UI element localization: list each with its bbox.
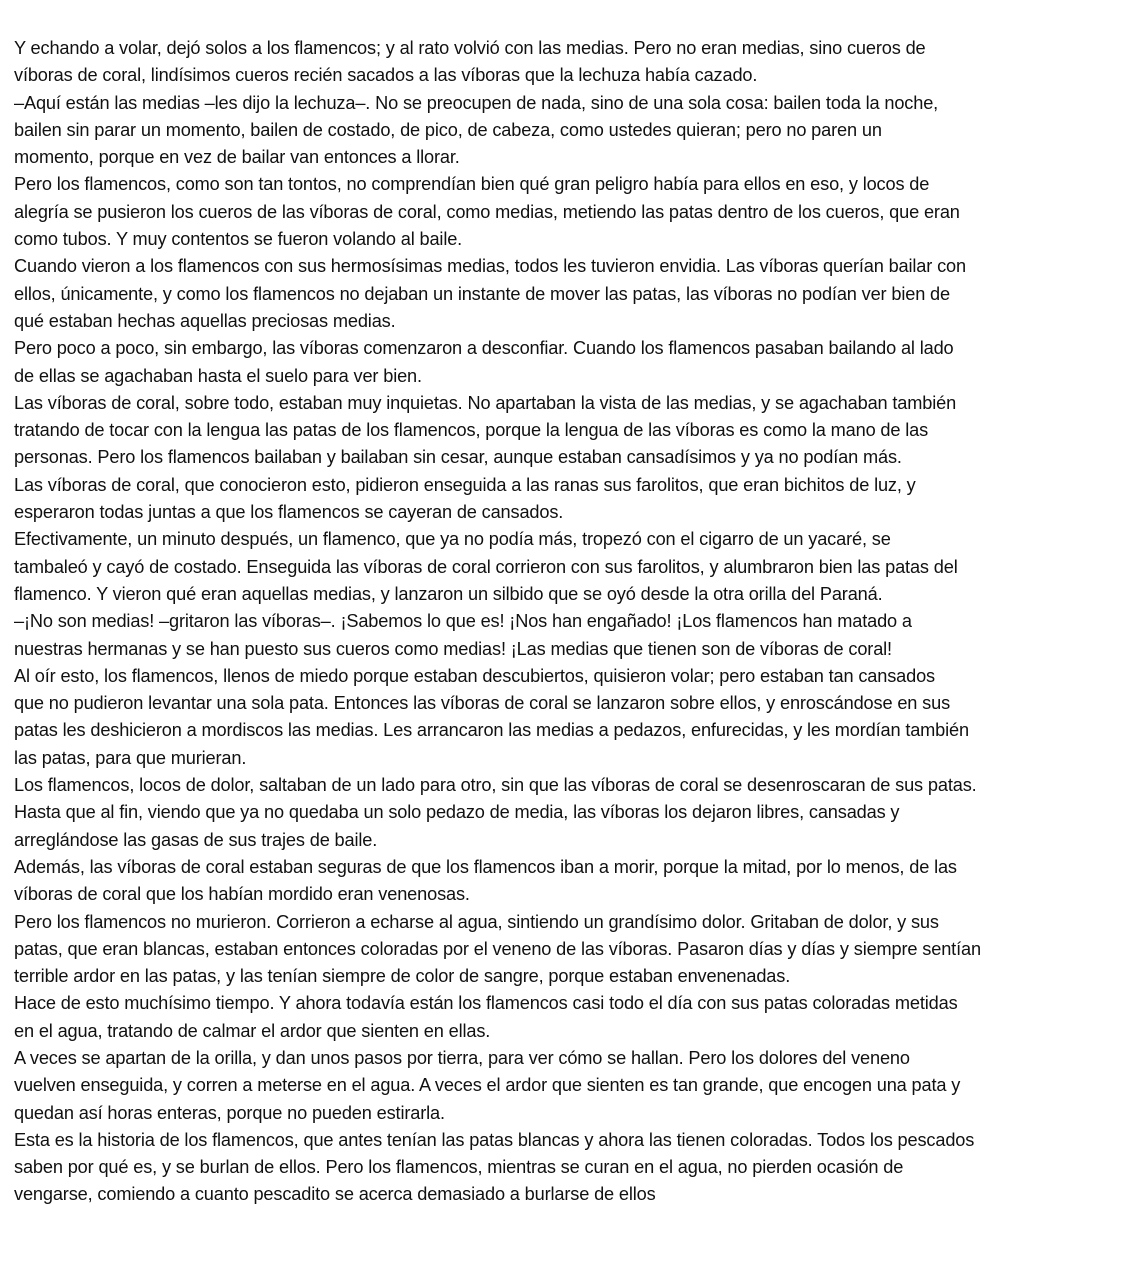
paragraph-8: Efectivamente, un minuto después, un flamenco, que ya no podía más, tropezó con el cigarro de un yacaré, se tambaleó y cayó de costado. Enseguida las víboras de coral corrieron con sus farolitos, y alumbraron bien las patas del flamenco. Y vieron qué eran aquellas medias, y lanzaron un silbido que se oyó desde la otra orilla del Paraná.	[14, 529, 958, 604]
paragraph-15: A veces se apartan de la orilla, y dan unos pasos por tierra, para ver cómo se hallan. Pero los dolores del veneno vuelven enseguida, y corren a meterse en el agua. A veces el ardor que sienten es tan grande, que encogen una pata y quedan así horas enteras, porque no pueden estirarla.	[14, 1047, 961, 1123]
paragraph-5: Pero poco a poco, sin embargo, las víboras comenzaron a desconfiar. Cuando los flamencos pasaban bailando al lado de ellas se agachaban hasta el suelo para ver bien.	[14, 338, 954, 386]
paragraph-4: Cuando vieron a los flamencos con sus hermosísimas medias, todos les tuvieron envidia. Las víboras querían bailar con ellos, únicamente, y como los flamencos no dejaban un instante de mover las patas, las víboras no podían ver bien de qué estaban hechas aquellas preciosas medias.	[14, 256, 966, 331]
paragraph-2: –Aquí están las medias –les dijo la lechuza–. No se preocupen de nada, sino de una sola cosa: bailen toda la noche, bailen sin parar un momento, bailen de costado, de pico, de cabeza, como ustedes quieran; pero no paren un momento, porque en vez de bailar van entonces a llorar.	[14, 92, 939, 168]
paragraph-9: –¡No son medias! –gritaron las víboras–. ¡Sabemos lo que es! ¡Nos han engañado! ¡Los flamencos han matado a nuestras hermanas y se han puesto sus cueros como medias! ¡Las medias que tienen son de víboras de coral!	[14, 611, 912, 659]
paragraph-7: Las víboras de coral, que conocieron esto, pidieron enseguida a las ranas sus farolitos, que eran bichitos de luz, y esperaron todas juntas a que los flamencos se cayeran de cansados.	[14, 474, 916, 523]
document-body	[14, 35, 1126, 1209]
paragraph-10: Al oír esto, los flamencos, llenos de miedo porque estaban descubiertos, quisieron volar; pero estaban tan cansados que no pudieron levantar una sola pata. Entonces las víboras de coral se lanzaron sobre ellos, y enroscándose en sus patas les deshicieron a mordiscos las medias. Les arrancaron las medias a pedazos, enfurecidas, y les mordían también las patas, para que murieran.	[14, 665, 969, 768]
paragraph-12: Además, las víboras de coral estaban seguras de que los flamencos iban a morir, porque la mitad, por lo menos, de las víboras de coral que los habían mordido eran venenosas.	[14, 856, 957, 905]
paragraph-3: Pero los flamencos, como son tan tontos, no comprendían bien qué gran peligro había para ellos en eso, y locos de alegría se pusieron los cueros de las víboras de coral, como medias, metiendo las patas dentro de los cueros, que eran como tubos. Y muy contentos se fueron volando al baile.	[14, 174, 960, 250]
paragraph-14: Hace de esto muchísimo tiempo. Y ahora todavía están los flamencos casi todo el día con sus patas coloradas metidas en el agua, tratando de calmar el ardor que sienten en ellas.	[14, 993, 958, 1041]
paragraph-11: Los flamencos, locos de dolor, saltaban de un lado para otro, sin que las víboras de coral se desenroscaran de sus patas. Hasta que al fin, viendo que ya no quedaba un solo pedazo de media, las víboras los dejaron libres, cansadas y arreglándose las gasas de sus trajes de baile.	[14, 775, 977, 850]
paragraph-6: Las víboras de coral, sobre todo, estaban muy inquietas. No apartaban la vista de las medias, y se agachaban también tratando de tocar con la lengua las patas de los flamencos, porque la lengua de las víboras es como la mano de las personas. Pero los flamencos bailaban y bailaban sin cesar, aunque estaban cansadísimos y ya no podían más.	[14, 392, 957, 468]
paragraph-16: Esta es la historia de los flamencos, que antes tenían las patas blancas y ahora las tienen coloradas. Todos los pescados saben por qué es, y se burlan de ellos. Pero los flamencos, mientras se curan en el agua, no pierden ocasión de vengarse, comiendo a cuanto pescadito se acerca demasiado a burlarse de ellos	[14, 1129, 975, 1205]
paragraph-1: Y echando a volar, dejó solos a los flamencos; y al rato volvió con las medias. Pero no eran medias, sino cueros de víboras de coral, lindísimos cueros recién sacados a las víboras que la lechuza había cazado.	[14, 38, 926, 86]
paragraph-13: Pero los flamencos no murieron. Corrieron a echarse al agua, sintiendo un grandísimo dolor. Gritaban de dolor, y sus patas, que eran blancas, estaban entonces coloradas por el veneno de las víboras. Pasaron días y días y siempre sentían terrible ardor en las patas, y las tenían siempre de color de sangre, porque estaban envenenadas.	[14, 911, 981, 987]
